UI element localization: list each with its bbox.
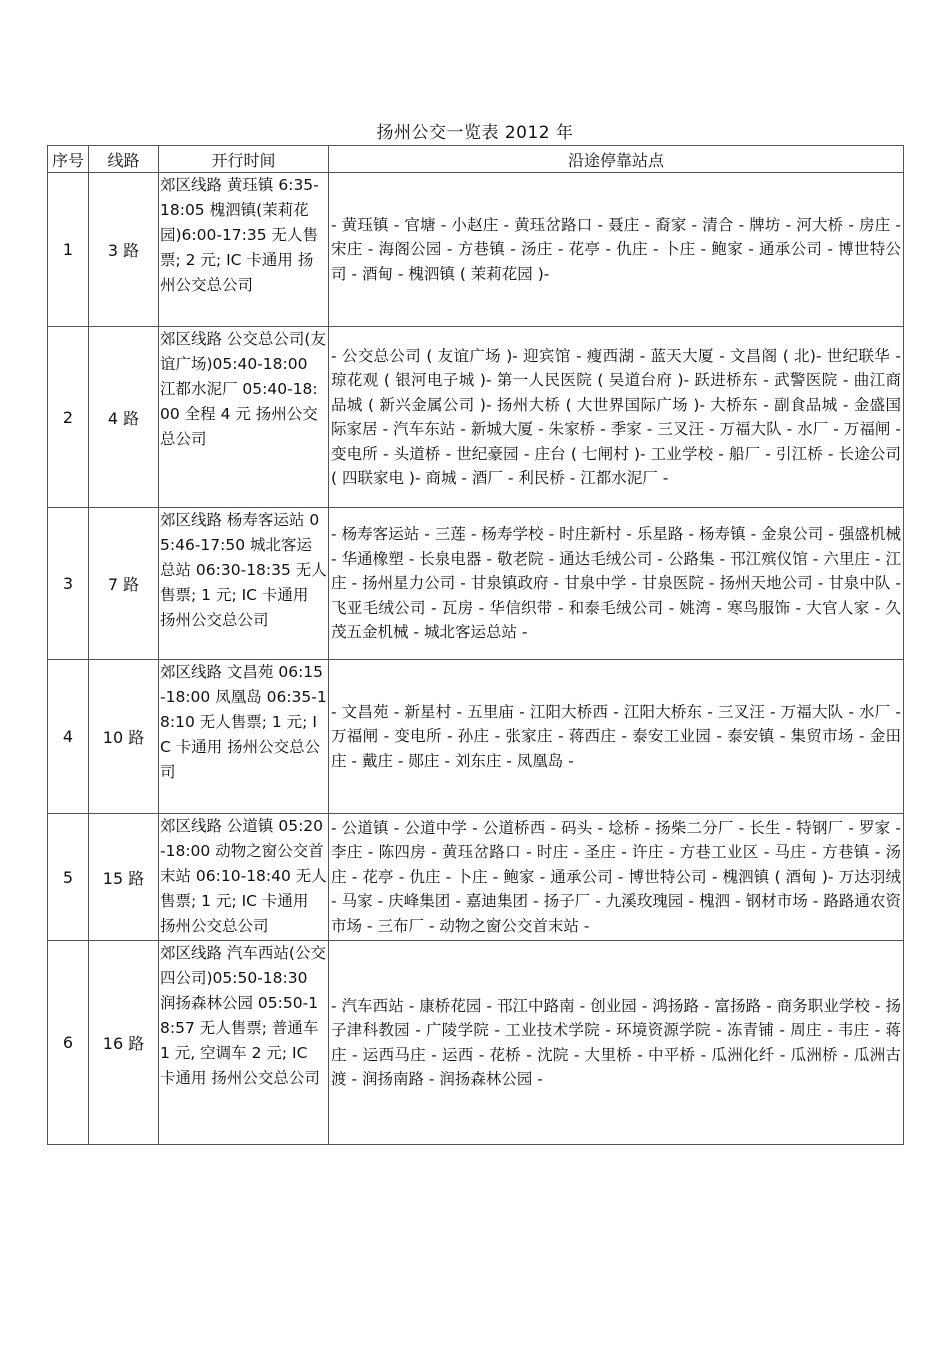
table-row <box>48 327 904 508</box>
row-stops: - 杨寿客运站 - 三莲 - 杨寿学校 - 时庄新村 - 乐星路 - 杨寿镇 - 金泉公司 - 强盛机械 - 华通橡塑 - 长泉电器 - 敬老院 - 通达毛绒公司 - 公路集 - 邗江殡仪馆 - 六里庄 - 江庄 - 扬州星力公司 - 甘泉镇政府 - 甘泉中学 - 甘泉医院 - 扬州天地公司 - 甘泉中队 - 飞亚毛绒公司 - 瓦房 - 华信织带 - 和泰毛绒公司 - 姚湾 - 寒鸟服饰 - 大官人家 - 久茂五金机械 - 城北客运总站 - <box>329 508 904 660</box>
row-route: 3 路 <box>89 173 159 327</box>
row-hours: 郊区线路 文昌苑 06:15-18:00 凤凰岛 06:35-18:10 无人售票; 1 元; IC 卡通用 扬州公交总公司 <box>159 660 329 814</box>
header-stops: 沿途停靠站点 <box>329 146 904 173</box>
row-hours: 郊区线路 黄珏镇 6:35-18:05 槐泗镇(茉莉花园)6:00-17:35 无人售票; 2 元; IC 卡通用 扬州公交总公司 <box>159 173 329 327</box>
row-seq: 5 <box>48 814 89 941</box>
table-row <box>48 508 904 660</box>
row-seq: 1 <box>48 173 89 327</box>
row-route: 7 路 <box>89 508 159 660</box>
row-seq: 4 <box>48 660 89 814</box>
row-hours: 郊区线路 公交总公司(友谊广场)05:40-18:00 江都水泥厂 05:40-18:00 全程 4 元 扬州公交总公司 <box>159 327 329 508</box>
row-hours: 郊区线路 公道镇 05:20-18:00 动物之窗公交首末站 06:10-18:40 无人售票; 1 元; IC 卡通用 扬州公交总公司 <box>159 814 329 941</box>
row-seq: 2 <box>48 327 89 508</box>
header-seq: 序号 <box>48 146 89 173</box>
table-row <box>48 941 904 1145</box>
row-seq: 6 <box>48 941 89 1145</box>
table-header-row <box>48 146 904 173</box>
row-stops: - 公交总公司 ( 友谊广场 )- 迎宾馆 - 瘦西湖 - 蓝天大厦 - 文昌阁 ( 北)- 世纪联华 - 琼花观 ( 银河电子城 )- 第一人民医院 ( 吴道台府 )- 跃进桥东 - 武警医院 - 曲江商品城 ( 新兴金属公司 )- 扬州大桥 ( 大世界国际广场 )- 大桥东 - 副食品城 - 金盛国际家居 - 汽车东站 - 新城大厦 - 朱家桥 - 季家 - 三叉汪 - 万福大队 - 水厂 - 万福闸 - 变电所 - 头道桥 - 世纪豪园 - 庄台 ( 七闸村 )- 工业学校 - 船厂 - 引江桥 - 长途公司 ( 四联家电 )- 商城 - 酒厂 - 利民桥 - 江都水泥厂 - <box>329 327 904 508</box>
row-route: 15 路 <box>89 814 159 941</box>
row-stops: - 汽车西站 - 康桥花园 - 邗江中路南 - 创业园 - 鸿扬路 - 富扬路 - 商务职业学校 - 扬子津科教园 - 广陵学院 - 工业技术学院 - 环境资源学院 - 冻青铺 - 周庄 - 韦庄 - 蒋庄 - 运西马庄 - 运西 - 花桥 - 沈院 - 大里桥 - 中平桥 - 瓜洲化纤 - 瓜洲桥 - 瓜洲古渡 - 润扬南路 - 润扬森林公园 - <box>329 941 904 1145</box>
row-stops: - 公道镇 - 公道中学 - 公道桥西 - 码头 - 埝桥 - 扬柴二分厂 - 长生 - 特钢厂 - 罗家 - 李庄 - 陈四房 - 黄珏岔路口 - 时庄 - 圣庄 - 许庄 - 方巷工业区 - 马庄 - 方巷镇 - 汤庄 - 花亭 - 仇庄 - 卜庄 - 鲍家 - 通承公司 - 博世特公司 - 槐泗镇 ( 酒甸 )- 万达羽绒 - 马家 - 庆峰集团 - 嘉迪集团 - 扬子厂 - 九溪玫瑰园 - 槐泗 - 钢材市场 - 路路通农资市场 - 三布厂 - 动物之窗公交首末站 - <box>329 814 904 941</box>
row-route: 10 路 <box>89 660 159 814</box>
table-row <box>48 814 904 941</box>
row-seq: 3 <box>48 508 89 660</box>
table-row <box>48 660 904 814</box>
document-title: 扬州公交一览表 2012 年 <box>376 123 574 143</box>
header-route: 线路 <box>89 146 159 173</box>
row-hours: 郊区线路 汽车西站(公交四公司)05:50-18:30 润扬森林公园 05:50-18:57 无人售票; 普通车 1 元, 空调车 2 元; IC 卡通用 扬州公交总公司 <box>159 941 329 1145</box>
row-stops: - 文昌苑 - 新星村 - 五里庙 - 江阳大桥西 - 江阳大桥东 - 三叉汪 - 万福大队 - 水厂 - 万福闸 - 变电所 - 孙庄 - 张家庄 - 蒋西庄 - 泰安工业园 - 泰安镇 - 集贸市场 - 金田庄 - 戴庄 - 郧庄 - 刘东庄 - 凤凰岛 - <box>329 660 904 814</box>
row-hours: 郊区线路 杨寿客运站 05:46-17:50 城北客运总站 06:30-18:35 无人售票; 1 元; IC 卡通用 扬州公交总公司 <box>159 508 329 660</box>
bus-route-table <box>47 145 904 1145</box>
row-route: 4 路 <box>89 327 159 508</box>
table-row <box>48 173 904 327</box>
row-route: 16 路 <box>89 941 159 1145</box>
header-hours: 开行时间 <box>159 146 329 173</box>
row-stops: - 黄珏镇 - 官塘 - 小赵庄 - 黄珏岔路口 - 聂庄 - 裔家 - 清合 - 牌坊 - 河大桥 - 房庄 - 宋庄 - 海阁公园 - 方巷镇 - 汤庄 - 花亭 - 仇庄 - 卜庄 - 鲍家 - 通承公司 - 博世特公司 - 酒甸 - 槐泗镇 ( 茉莉花园 )- <box>329 173 904 327</box>
